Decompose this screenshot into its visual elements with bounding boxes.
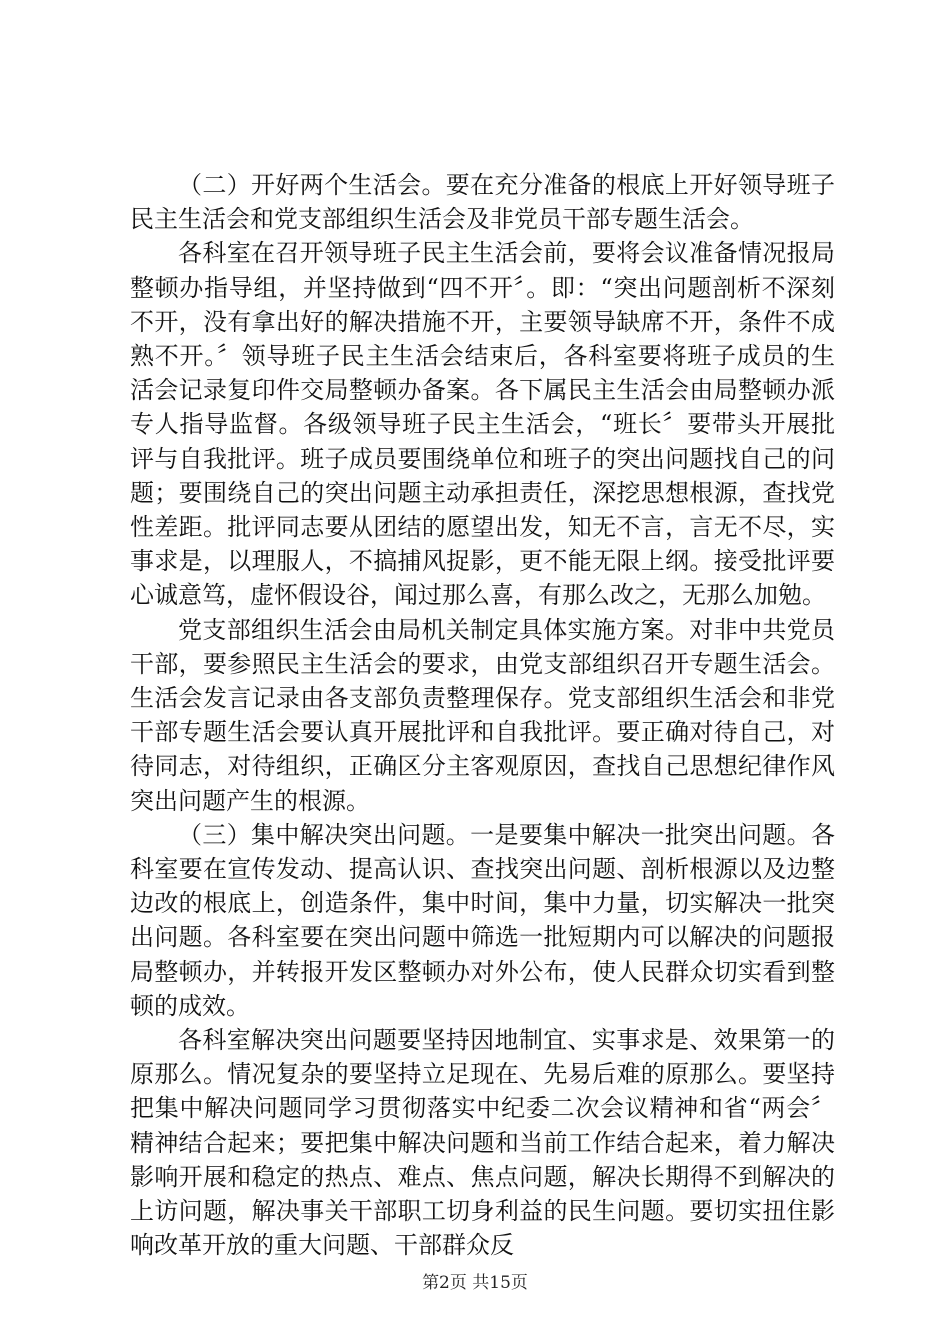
page-number-footer: 第2页 共15页 — [422, 1273, 528, 1293]
paragraph-5: 各科室解决突出问题要坚持因地制宜、实事求是、效果第一的原那么。情况复杂的要坚持立足现在、先易后难的原那么。要坚持把集中解决问题同学习贯彻落实中纪委二次会议精神和省“两会〞精神结合起来；要把集中解决问题和当前工作结合起来，着力解决影响开展和稳定的热点、难点、焦点问题，解决长期得不到解决的上访问题，解决事关干部职工切身利益的民生问题。要切实扭住影响改革开放的重大问题、干部群众反 — [130, 1026, 835, 1260]
paragraph-4: （三）集中解决突出问题。一是要集中解决一批突出问题。各科室要在宣传发动、提高认识、查找突出问题、剖析根源以及边整边改的根底上，创造条件，集中时间，集中力量，切实解决一批突出问题。各科室要在突出问题中筛选一批短期内可以解决的问题报局整顿办，并转报开发区整顿办对外公布，使人民群众切实看到整顿的成效。 — [130, 820, 835, 1020]
paragraph-1: （二）开好两个生活会。要在充分准备的根底上开好领导班子民主生活会和党支部组织生活会及非党员干部专题生活会。 — [130, 171, 835, 234]
document-body — [130, 168, 835, 1263]
paragraph-3: 党支部组织生活会由局机关制定具体实施方案。对非中共党员干部，要参照民主生活会的要求，由党支部组织召开专题生活会。生活会发言记录由各支部负责整理保存。党支部组织生活会和非党干部专题生活会要认真开展批评和自我批评。要正确对待自己，对待同志，对待组织，正确区分主客观原因，查找自己思想纪律作风突出问题产生的根源。 — [130, 615, 835, 815]
paragraph-2: 各科室在召开领导班子民主生活会前，要将会议准备情况报局整顿办指导组，并坚持做到“四不开〞。即：“突出问题剖析不深刻不开，没有拿出好的解决措施不开，主要领导缺席不开，条件不成熟不开。〞领导班子民主生活会结束后，各科室要将班子成员的生活会记录复印件交局整顿办备案。各下属民主生活会由局整顿办派专人指导监督。各级领导班子民主生活会，“班长〞要带头开展批评与自我批评。班子成员要围绕单位和班子的突出问题找自己的问题；要围绕自己的突出问题主动承担责任，深挖思想根源，查找党性差距。批评同志要从团结的愿望出发，知无不言，言无不尽，实事求是，以理服人，不搞捕风捉影，更不能无限上纲。接受批评要心诚意笃，虚怀假设谷，闻过那么喜，有那么改之，无那么加勉。 — [130, 239, 835, 610]
